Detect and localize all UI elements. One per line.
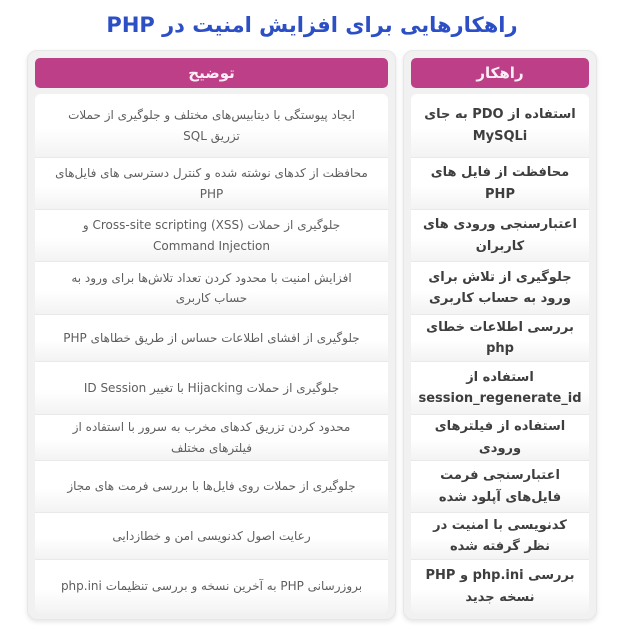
description-cell: ایجاد پیوستگی با دیتابیس‌های مختلف و جلوگیری از حملات تزریق SQL — [35, 94, 388, 158]
page-title: راهکارهایی برای افزایش امنیت در PHP — [106, 13, 518, 37]
solution-column — [403, 50, 597, 620]
description-cell: جلوگیری از حملات Cross-site scripting (XSS) و Command Injection — [35, 210, 388, 262]
description-cell: محدود کردن تزریق کدهای مخرب به سرور با استفاده از فیلترهای مختلف — [35, 415, 388, 461]
solution-cell: جلوگیری از تلاش برای ورود به حساب کاربری — [411, 262, 589, 315]
solution-cell: استفاده از فیلترهای ورودی — [411, 415, 589, 461]
solution-column-header: راهکار — [411, 58, 589, 88]
solution-cell: بررسی php.ini و PHP نسخه جدید — [411, 560, 589, 613]
solution-cell: اعتبارسنجی ورودی های کاربران — [411, 210, 589, 262]
description-cell: افزایش امنیت با محدود کردن تعداد تلاش‌ها برای ورود به حساب کاربری — [35, 262, 388, 315]
solution-cell: استفاده از PDO به جای MySQLi — [411, 94, 589, 158]
description-column-header: توضیح — [35, 58, 388, 88]
description-cell: رعایت اصول کدنویسی امن و خطازدایی — [35, 513, 388, 560]
description-cell: محافظت از کدهای نوشته شده و کنترل دسترسی های فایل‌های PHP — [35, 158, 388, 210]
security-table — [27, 50, 597, 620]
description-cell: جلوگیری از حملات روی فایل‌ها با بررسی فرمت های مجاز — [35, 461, 388, 513]
description-rows — [35, 94, 388, 613]
solution-cell: بررسی اطلاعات خطای php — [411, 315, 589, 362]
solution-cell: اعتبارسنجی فرمت فایل‌های آپلود شده — [411, 461, 589, 513]
solution-cell: استفاده از session_regenerate_id — [411, 362, 589, 415]
description-column — [27, 50, 396, 620]
solution-cell: محافظت از فایل های PHP — [411, 158, 589, 210]
solution-rows — [411, 94, 589, 613]
description-cell: جلوگیری از افشای اطلاعات حساس از طریق خطاهای PHP — [35, 315, 388, 362]
solution-cell: کدنویسی با امنیت در نظر گرفته شده — [411, 513, 589, 560]
description-cell: جلوگیری از حملات Hijacking با تغییر ID Session — [35, 362, 388, 415]
description-cell: بروزرسانی PHP به آخرین نسخه و بررسی تنظیمات php.ini — [35, 560, 388, 613]
